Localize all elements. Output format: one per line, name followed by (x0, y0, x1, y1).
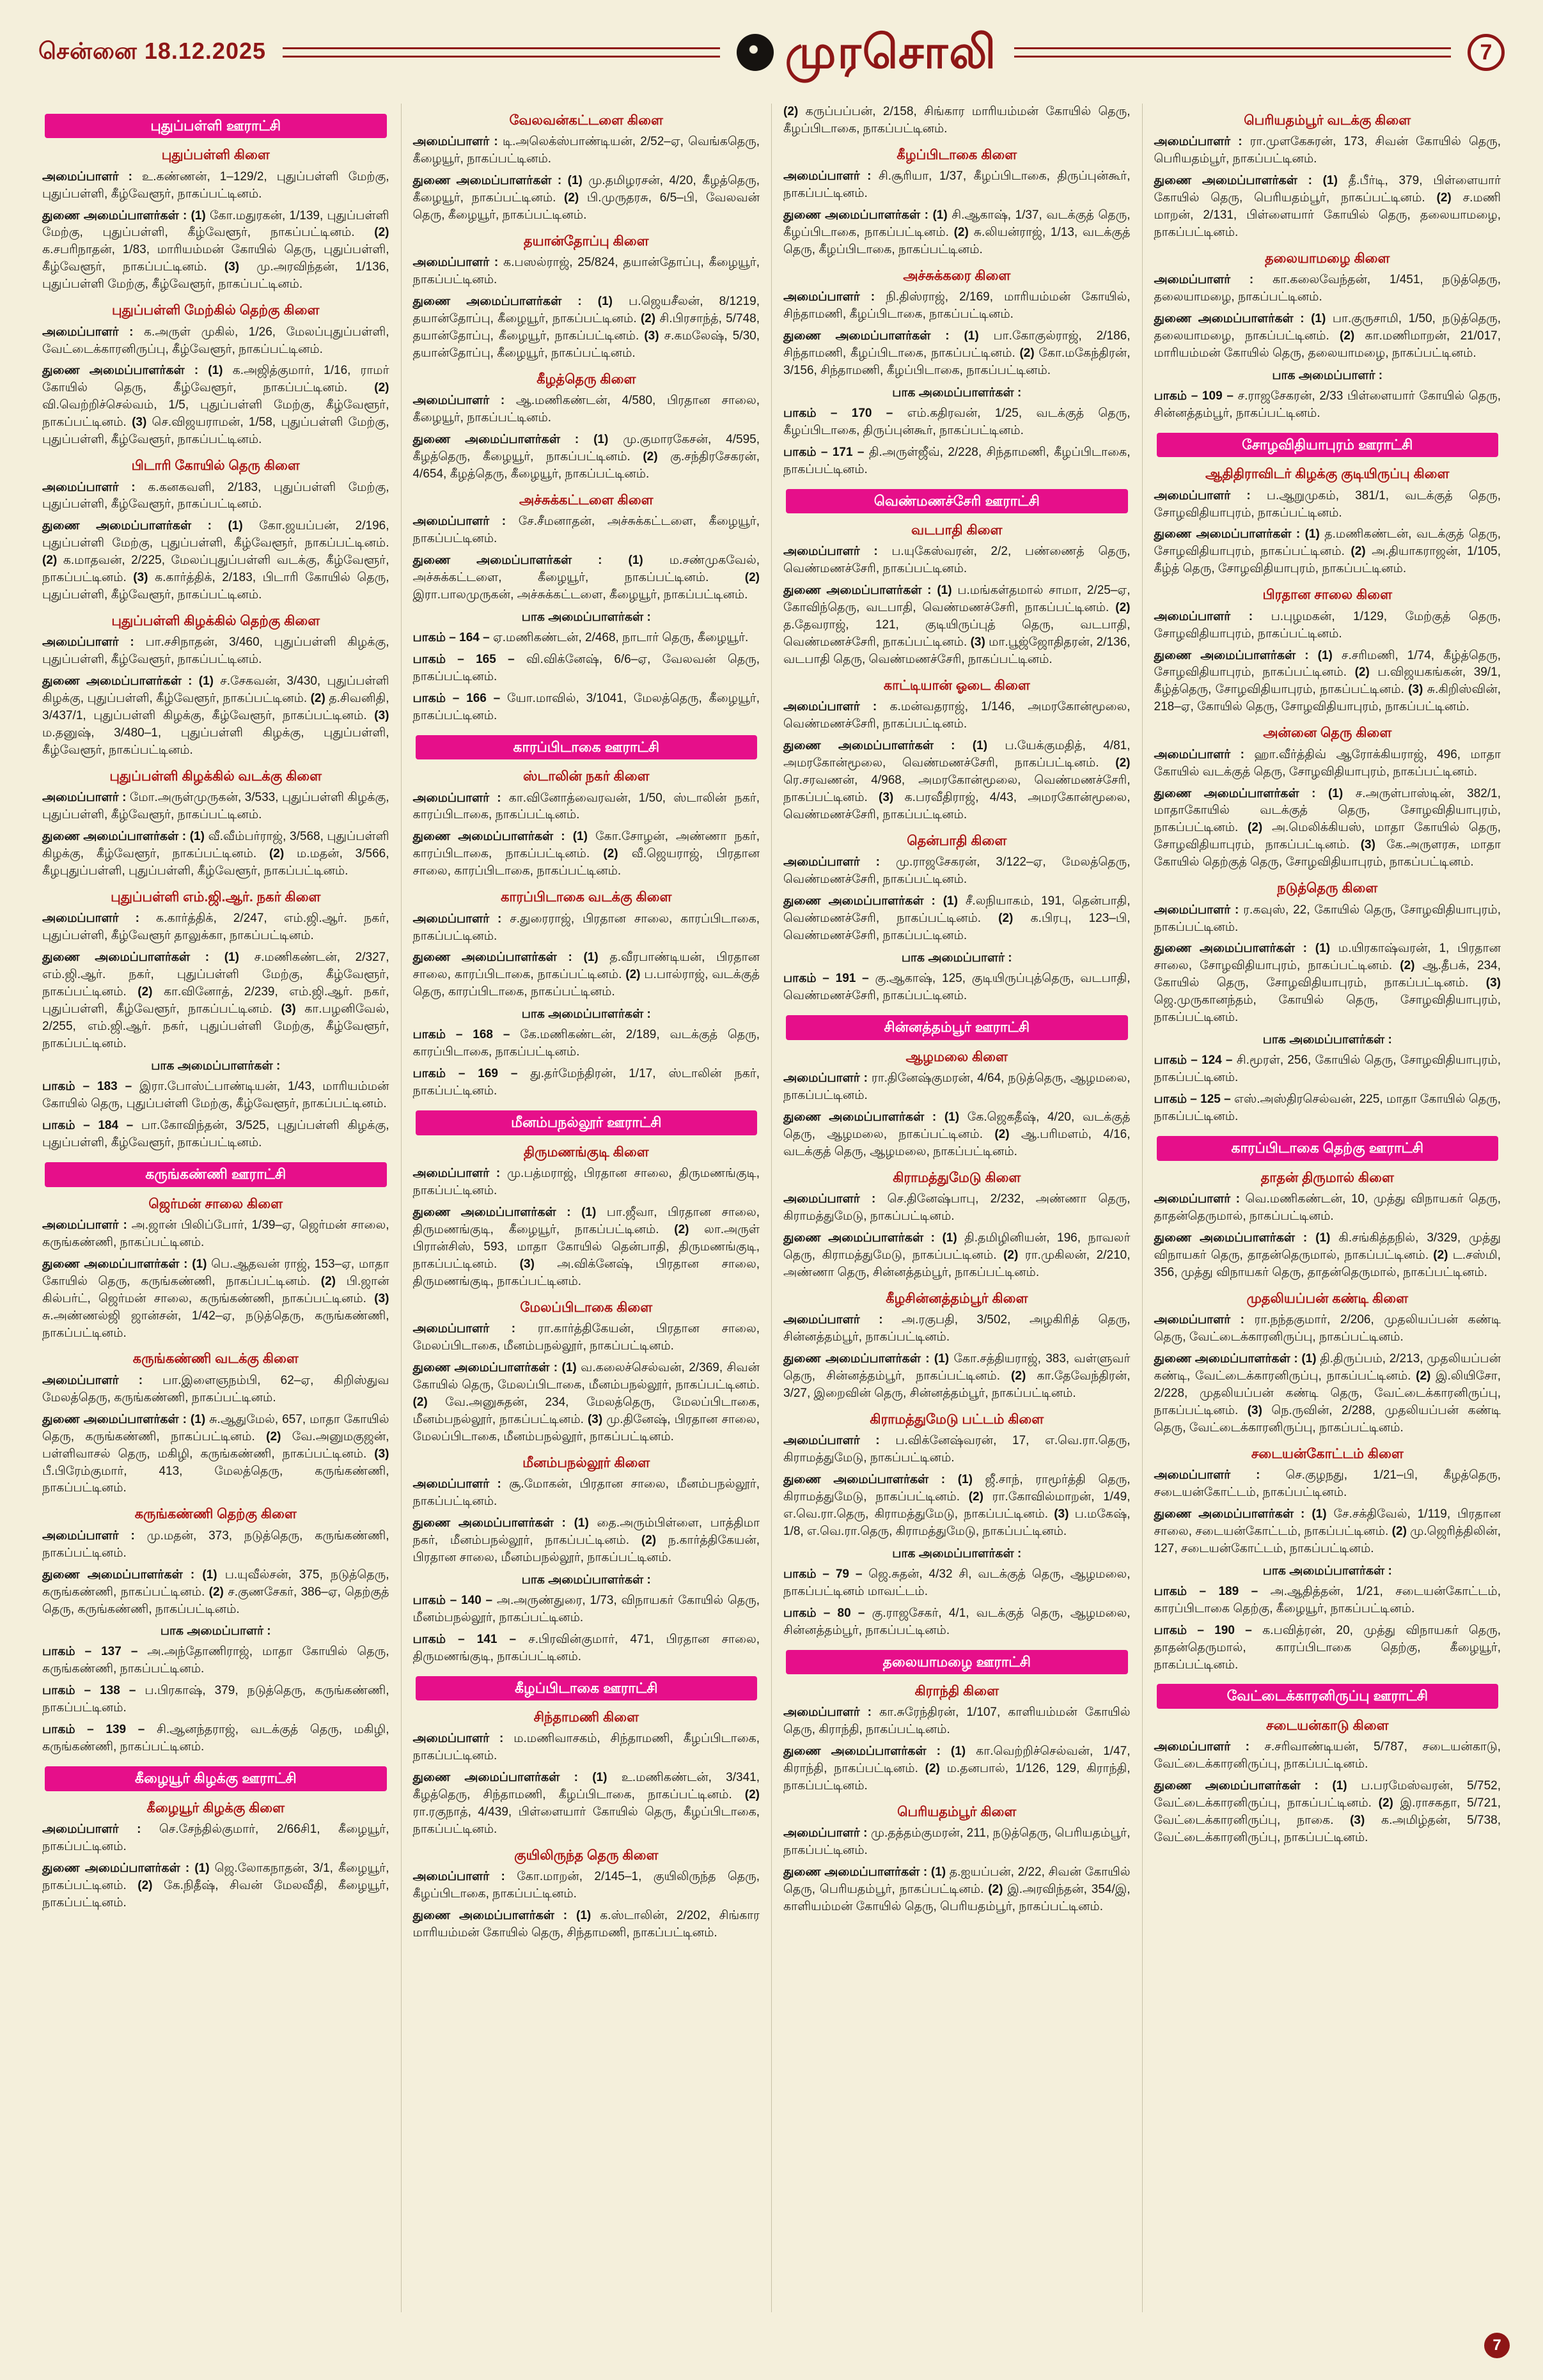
body-paragraph: துணை அமைப்பாளர்கள் : (1) தீ.பீர்டி, 379, பிள்ளையார் கோயில் தெரு, பெரியதம்பூர், நாகப்பட்டினம். (2) ச.மணி மாறன், 2/131, பிள்ளையார் கோயில் தெரு, தலையாமழை, நாகப்பட்டினம். (1154, 174, 1501, 240)
branch-header: பெரியதம்பூர் வடக்கு கிளை (1244, 113, 1411, 128)
branch-header: திருமணங்குடி கிளை (523, 1144, 649, 1160)
page-number-badge: 7 (1468, 34, 1505, 71)
body-paragraph: துணை அமைப்பாளர்கள் : (1) ஜீ.சாந், ராமூர்த்தி தெரு, கிராமத்துமேடு, நாகப்பட்டினம். (2) ரா.கோவில்மாறன், 1/49, எ.வெ.ரா.தெரு, கிராமத்துமேடு, நாகப்பட்டினம். (3) ப.மகேஷ், 1/8, எ.வெ.ரா.தெரு, கிராமத்துமேடு, நாகப்பட்டினம். (783, 1472, 1131, 1538)
body-paragraph: அமைப்பாளர் : சி.சூரியா, 1/37, கீழப்பிடாகை, திருப்புன்கூர், நாகப்பட்டினம். (783, 169, 1131, 201)
body-paragraph: துணை அமைப்பாளர்கள் : (1) பா.ஜீவா, பிரதான சாலை, திருமணங்குடி, கீழையூர், நாகப்பட்டினம். (2) லா.அருள் பிரான்சிஸ், 593, மாதா கோயில் தென்பாதி, திருமணங்குடி, நாகப்பட்டினம். (3) அ.விக்னேஷ், பிரதான சாலை, திருமணங்குடி, நாகப்பட்டினம். (412, 1205, 760, 1288)
branch-header: ஆதிதிராவிடர் கிழக்கு குடியிருப்பு கிளை (1205, 467, 1450, 482)
panchayat-section-header: வேட்டைக்காரனிருப்பு ஊராட்சி (1157, 1684, 1499, 1708)
body-paragraph: பாகம் – 189 – அ.ஆதித்தன், 1/21, சடையன்கோட்டம், காரப்பிடாகை தெற்கு, கீழையூர், நாகப்பட்டினம். (1154, 1584, 1501, 1615)
branch-header: வடபாதி கிளை (911, 523, 1003, 538)
body-paragraph: பாகம் – 170 – எம்.கதிரவன், 1/25, வடக்குத் தெரு, கீழப்பிடாகை, திருப்புன்கூர், நாகப்பட்டினம். (783, 407, 1131, 437)
body-paragraph: துணை அமைப்பாளர்கள் : (1) கோ.ஜயப்பன், 2/196, புதுப்பள்ளி மேற்கு, புதுப்பள்ளி, கீழ்வேளூர், நாகப்பட்டினம். (2) க.மாதவன், 2/225, மேலப்புதுப்பள்ளி வடக்கு, கீழ்வேளூர், நாகப்பட்டினம். (3) க.கார்த்திக், 2/183, பிடாரி கோயில் தெரு, புதுப்பள்ளி, கீழ்வேளூர், நாகப்பட்டினம். (42, 519, 389, 602)
body-paragraph: துணை அமைப்பாளர்கள் : (1) ச.சேகவன், 3/430, புதுப்பள்ளி கிழக்கு, புதுப்பள்ளி, கீழ்வேளூர், நாகப்பட்டினம். (2) த.சிவனிதி, 3/437/1, புதுப்பள்ளி கிழக்கு, கீழ்வேளூர், நாகப்பட்டினம். (3) ம.தனுஷ், 3/480–1, புதுப்பள்ளி கிழக்கு, புதுப்பள்ளி, கீழ்வேளூர், நாகப்பட்டினம். (42, 674, 389, 758)
branch-header: அச்சுக்கட்டளை கிளை (519, 493, 654, 508)
body-paragraph: துணை அமைப்பாளர்கள் : (1) த.வீரபாண்டியன், பிரதான சாலை, காரப்பிடாகை, நாகப்பட்டினம். (2) ப.பால்ராஜ், வடக்குத் தெரு, காரப்பிடாகை, நாகப்பட்டினம். (412, 951, 760, 999)
branch-header: முதலியப்பன் கண்டி கிளை (1246, 1291, 1409, 1306)
body-paragraph: துணை அமைப்பாளர்கள் : (1) ப.யேக்குமதித், 4/81, அமரகோன்மூலை, வெண்மணச்சேரி, நாகப்பட்டினம். (2) ரெ.சரவணன், 4/968, அமரகோன்மூலை, வெண்மணச்சேரி, நாகப்பட்டினம். (3) க.பரவீதிராஜ், 4/43, அமரகோன்மூலை, வெண்மணச்சேரி, நாகப்பட்டினம். (783, 739, 1131, 822)
body-paragraph: அமைப்பாளர் : க.மன்வதராஜ், 1/146, அமரகோன்மூலை, வெண்மணச்சேரி, நாகப்பட்டினம். (783, 700, 1131, 731)
body-paragraph: அமைப்பாளர் : க.கனகவளி, 2/183, புதுப்பள்ளி மேற்கு, புதுப்பள்ளி, கீழ்வேளூர், நாகப்பட்டினம். (42, 480, 389, 511)
branch-header: தலையாமழை கிளை (1265, 251, 1390, 266)
branch-header: காட்டியான் ஓடை கிளை (883, 678, 1030, 694)
branch-header: அன்னை தெரு கிளை (1263, 726, 1392, 741)
body-paragraph: அமைப்பாளர் : வெ.மணிகண்டன், 10, முத்து விநாயகர் தெரு, தாதன்தெருமால், நாகப்பட்டினம். (1154, 1192, 1501, 1223)
column-3 (771, 104, 1142, 2312)
body-paragraph: அமைப்பாளர் : ர.கவுஸ், 22, கோயில் தெரு, சோழவிதியாபுரம், நாகப்பட்டினம். (1154, 903, 1501, 934)
panchayat-section-header: தலையாமழை ஊராட்சி (786, 1650, 1128, 1674)
body-paragraph: துணை அமைப்பாளர்கள் : (1) ச.மணிகண்டன், 2/327, எம்.ஜி.ஆர். நகர், புதுப்பள்ளி மேற்கு, கீழ்வேளூர், நாகப்பட்டினம். (2) கா.வினோத், 2/239, எம்.ஜி.ஆர். நகர், புதுப்பள்ளி, கீழ்வேளூர், நாகப்பட்டினம். (3) கா.பழனிவேல், 2/255, எம்.ஜி.ஆர். நகர், புதுப்பள்ளி மேற்கு, கீழ்வேளூர், நாகப்பட்டினம். (42, 951, 389, 1051)
body-paragraph: அமைப்பாளர் : ச.சரிவாண்டியன், 5/787, சடையன்காடு, வேட்டைக்காரனிருப்பு, நாகப்பட்டினம். (1154, 1740, 1501, 1771)
branch-header: பெரியதம்பூர் கிளை (897, 1804, 1017, 1819)
body-paragraph: துணை அமைப்பாளர்கள் : (1) பா.கோகுல்ராஜ், 2/186, சிந்தாமணி, கீழப்பிடாகை, நாகப்பட்டினம். (2) கோ.மகேந்திரன், 3/156, சிந்தாமணி, கீழப்பிடாகை, நாகப்பட்டினம். (783, 329, 1131, 378)
body-paragraph: பாகம் – 124 – சி.மூரள், 256, கோயில் தெரு, சோழவிதியாபுரம், நாகப்பட்டினம். (1154, 1054, 1501, 1085)
branch-header: தயான்தோப்பு கிளை (523, 234, 649, 249)
body-paragraph: அமைப்பாளர் : ஹா.வீர்த்திவ் ஆரோக்கியராஜ், 496, மாதா கோயில் வடக்குத் தெரு, சோழவிதியாபுரம், நாகப்பட்டினம். (1154, 747, 1501, 779)
branch-header: மீனம்பநல்லூர் கிளை (522, 1455, 650, 1470)
body-paragraph: துணை அமைப்பாளர்கள் : (1) கோ.சோழன், அண்ணா நகர், காரப்பிடாகை, நாகப்பட்டினம். (2) வீ.ஜெயராஜ், பிரதான சாலை, காரப்பிடாகை, நாகப்பட்டினம். (412, 830, 760, 878)
branch-header: தாதன் திருமால் கிளை (1260, 1170, 1394, 1185)
body-paragraph: துணை அமைப்பாளர்கள் : (1) சு.ஆதுமேல், 657, மாதா கோயில் தெரு, கருங்கண்ணி, நாகப்பட்டினம். (2) வே.அனுமகுஜன், பள்ளிவாசல் தெரு, மகிழி, கருங்கண்ணி, நாகப்பட்டினம். (3) பீ.பிரேம்குமார், 413, மேலத்தெரு, கருங்கண்ணி, நாகப்பட்டினம். (42, 1412, 389, 1495)
body-paragraph: பாகம் – 139 – சி.ஆனந்தராஜ், வடக்குத் தெரு, மகிழி, கருங்கண்ணி, நாகப்பட்டினம். (42, 1723, 389, 1754)
column-4 (1142, 104, 1513, 2312)
body-paragraph: துணை அமைப்பாளர்கள் : (1) கி.சங்கித்தநில், 3/329, முத்து விநாயகர் தெரு, தாதன்தெருமால், நாகப்பட்டினம். (2) ட.சஸ்மி, 356, முத்து விநாயகர் தெரு, தாதன்தெருமால், நாகப்பட்டினம். (1154, 1231, 1501, 1279)
header-rule-left (283, 47, 719, 58)
body-paragraph: அமைப்பாளர் : சே.சீமனாதன், அச்சுக்கட்டளை, கீழையூர், நாகப்பட்டினம். (412, 515, 760, 546)
booth-organizers-label: பாக அமைப்பாளர்கள் : (151, 1059, 281, 1073)
branch-header: புதுப்பள்ளி எம்.ஜி.ஆர். நகர் கிளை (111, 890, 321, 905)
body-paragraph: துணை அமைப்பாளர்கள் : (1) பா.குருசாமி, 1/50, நடுத்தெரு, தலையாமழை, நாகப்பட்டினம். (2) கா.மணிமாறன், 21/017, மாரியம்மன் கோயில் தெரு, தலையாமழை, நாகப்பட்டினம். (1154, 312, 1501, 361)
body-paragraph: துணை அமைப்பாளர்கள் : (1) க.ஸ்டாலின், 2/202, சிங்கார மாரியம்மன் கோயில் தெரு, சிந்தாமணி, நாகப்பட்டினம். (412, 1909, 760, 1940)
columns (31, 104, 1512, 2312)
booth-organizers-label: பாக அமைப்பாளர் : (901, 951, 1012, 965)
footer-page-number-badge: 7 (1484, 2333, 1510, 2358)
branch-header: கீழப்பிடாகை கிளை (897, 147, 1017, 162)
body-paragraph: துணை அமைப்பாளர்கள் : (1) கோ.சத்தியராஜ், 383, வள்ளுவர் தெரு, சின்னத்தம்பூர், நாகப்பட்டினம். (2) கா.தேவேந்திரன், 3/27, இறைவின் தெரு, சின்னத்தம்பூர், நாகப்பட்டினம். (783, 1351, 1131, 1400)
body-paragraph: துணை அமைப்பாளர்கள் : (1) கோ.மதுரகன், 1/139, புதுப்பள்ளி மேற்கு, புதுப்பள்ளி, கீழ்வேளூர், நாகப்பட்டினம். (2) க.சபரிநாதன், 1/83, மாரியம்மன் கோயில் தெரு, புதுப்பள்ளி, கீழ்வேளூர், நாகப்பட்டினம். (3) மு.அரவிந்தன், 1/136, புதுப்பள்ளி மேற்கு, கீழ்வேளூர், நாகப்பட்டினம். (42, 208, 389, 292)
branch-header: கருங்கண்ணி வடக்கு கிளை (132, 1351, 299, 1367)
panchayat-section-header: கருங்கண்ணி ஊராட்சி (45, 1162, 387, 1186)
body-paragraph: அமைப்பாளர் : நி.திஸ்ராஜ், 2/169, மாரியம்மன் கோயில், சிந்தாமணி, கீழப்பிடாகை, நாகப்பட்டினம். (783, 290, 1131, 322)
branch-header: புதுப்பள்ளி மேற்கில் தெற்கு கிளை (112, 303, 320, 318)
body-paragraph: துணை அமைப்பாளர்கள் : (1) ம.யிரகாஷ்வரன், 1, பிரதான சாலை, சோழவிதியாபுரம், நாகப்பட்டினம். (2) ஆ.தீபக், 234, கோயில் தெரு, சோழவிதியாபுரம், நாகப்பட்டினம். (3) ஜெ.முருகானந்தம், கோயில் தெரு, சோழவிதியாபுரம், நாகப்பட்டினம். (1154, 942, 1501, 1025)
branch-header: கீழத்தெரு கிளை (537, 372, 636, 387)
body-paragraph: துணை அமைப்பாளர்கள் : (1) ப.யுவீல்சன், 375, நடுத்தெரு, கருங்கண்ணி, நாகப்பட்டினம். (2) ச.குணசேகர், 386–ஏ, தெற்குத் தெரு, கருங்கண்ணி, நாகப்பட்டினம். (42, 1567, 389, 1616)
body-paragraph: துணை அமைப்பாளர்கள் : (1) த.மணிகண்டன், வடக்குத் தெரு, சோழவிதியாபுரம், நாகப்பட்டினம். (2) அ.தியாகராஜன், 1/105, கீழ்த் தெரு, சோழவிதியாபுரம், நாகப்பட்டினம். (1154, 527, 1501, 576)
body-paragraph: அமைப்பாளர் : பா.சசிநாதன், 3/460, புதுப்பள்ளி கிழக்கு, புதுப்பள்ளி, கீழ்வேளூர், நாகப்பட்டினம். (42, 635, 389, 667)
body-paragraph: துணை அமைப்பாளர்கள் : (1) ச.சரிமணி, 1/74, கீழ்த்தெரு, சோழவிதியாபுரம், நாகப்பட்டினம். (2) ப.விஜயகங்கன், 39/1, கீழ்த்தெரு, சோழவிதியாபுரம், நாகப்பட்டினம். (3) சு.கிறிஸ்வின், 218–ஏ, கோயில் தெரு, சோழவிதியாபுரம், நாகப்பட்டினம். (1154, 648, 1501, 714)
body-paragraph: துணை அமைப்பாளர்கள் : (1) மு.குமாரகேசன், 4/595, கீழத்தெரு, கீழையூர், நாகப்பட்டினம். (2) கு.சந்திரசேகரன், 4/654, கீழத்தெரு, கீழையூர், நாகப்பட்டினம். (412, 433, 760, 481)
branch-header: கிராந்தி கிளை (914, 1683, 999, 1699)
booth-organizers-label: பாக அமைப்பாளர்கள் : (521, 611, 651, 625)
body-paragraph: துணை அமைப்பாளர்கள் : (1) தி.திருப்பம், 2/213, முதலியப்பன் கண்டி, வேட்டைக்காரனிருப்பு, நாகப்பட்டினம். (2) இ.லியிசோ, 2/228, முதலியப்பன் கண்டி தெரு, வேட்டைக்காரனிருப்பு, நாகப்பட்டினம். (3) நெ.ருவின், 2/288, முதலியப்பன் கண்டி தெரு, வேட்டைக்காரனிருப்பு, நாகப்பட்டினம். (1154, 1351, 1501, 1435)
body-paragraph: துணை அமைப்பாளர்கள் : (1) ஜெ.லோகநாதன், 3/1, கீழையூர், நாகப்பட்டினம். (2) கே.நிதீஷ், சிவன் மேலவீதி, கீழையூர், நாகப்பட்டினம். (42, 1861, 389, 1909)
panchayat-section-header: கீழையூர் கிழக்கு ஊராட்சி (45, 1766, 387, 1791)
body-paragraph: பாகம் – 79 – ஜெ.சுதன், 4/32 சி, வடக்குத் தெரு, ஆழமலை, நாகப்பட்டினம் மாவட்டம். (783, 1567, 1131, 1598)
body-paragraph: பாகம் – 125 – எஸ்.அஸ்திரசெல்வன், 225, மாதா கோயில் தெரு, நாகப்பட்டினம். (1154, 1093, 1501, 1124)
masthead-title: முரசொலி (785, 27, 998, 78)
booth-organizers-label: பாக அமைப்பாளர் : (160, 1624, 271, 1638)
body-paragraph: பாகம் – 184 – பா.கோவிந்தன், 3/525, புதுப்பள்ளி கிழக்கு, புதுப்பள்ளி, கீழ்வேளூர், நாகப்பட்டினம். (42, 1119, 389, 1150)
masthead-logo-icon (737, 34, 774, 71)
body-paragraph: அமைப்பாளர் : ப.புழமகன், 1/129, மேற்குத் தெரு, சோழவிதியாபுரம், நாகப்பட்டினம். (1154, 609, 1501, 641)
body-paragraph: பாகம் – 109 – ச.ராஜசேகரன், 2/33 பிள்ளையார் கோயில் தெரு, சின்னத்தம்பூர், நாகப்பட்டினம். (1154, 389, 1501, 420)
body-paragraph: அமைப்பாளர் : மோ.அருள்முருகன், 3/533, புதுப்பள்ளி கிழக்கு, புதுப்பள்ளி, கீழ்வேளூர், நாகப்பட்டினம். (42, 791, 389, 822)
body-paragraph: அமைப்பாளர் : மு.பத்மராஜ், பிரதான சாலை, திருமணங்குடி, நாகப்பட்டினம். (412, 1166, 760, 1197)
branch-header: புதுப்பள்ளி கிழக்கில் தெற்கு கிளை (111, 614, 320, 629)
body-paragraph: அமைப்பாளர் : கா.கலைவேந்தன், 1/451, நடுத்தெரு, தலையாமழை, நாகப்பட்டினம். (1154, 273, 1501, 304)
branch-header: சடையன்கோட்டம் கிளை (1251, 1446, 1404, 1461)
body-paragraph: அமைப்பாளர் : மு.தத்தம்குமரன், 211, நடுத்தெரு, பெரியதம்பூர், நாகப்பட்டினம். (783, 1826, 1131, 1858)
branch-header: நடுத்தெரு கிளை (1277, 881, 1378, 896)
body-paragraph: அமைப்பாளர் : டி.அலெக்ஸ்பாண்டியன், 2/52–ஏ, வெங்கதெரு, கீழையூர், நாகப்பட்டினம். (412, 135, 760, 166)
body-paragraph: துணை அமைப்பாளர்கள் : (1) க.அஜித்குமார், 1/16, ராமர் கோயில் தெரு, கீழ்வேளூர், நாகப்பட்டினம். (2) வி.வெற்றிச்செல்வம், 1/5, புதுப்பள்ளி மேற்கு, கீழ்வேளூர், நாகப்பட்டினம். (3) செ.விஜயராமன், 1/58, புதுப்பள்ளி மேற்கு, புதுப்பள்ளி, கீழ்வேளூர், நாகப்பட்டினம். (42, 364, 389, 447)
body-paragraph: துணை அமைப்பாளர்கள் : (1) மு.தமிழரசன், 4/20, கீழத்தெரு, கீழையூர், நாகப்பட்டினம். (2) பி.முருதரசு, 6/5–பி, வேலவன் தெரு, கீழையூர், நாகப்பட்டினம். (412, 174, 760, 222)
booth-organizers-label: பாக அமைப்பாளர் : (1272, 369, 1383, 383)
body-paragraph: துணை அமைப்பாளர்கள் : (1) வீ.வீம்பர்ராஜ், 3/568, புதுப்பள்ளி கிழக்கு, கீழ்வேளூர், நாகப்பட்டினம். (2) ம.மதன், 3/566, கீழபுதுப்பள்ளி, புதுப்பள்ளி, கீழ்வேளூர், நாகப்பட்டினம். (42, 830, 389, 878)
body-paragraph: துணை அமைப்பாளர்கள் : (1) பெ.ஆதவன் ராஜ், 153–ஏ, மாதா கோயில் தெரு, கருங்கண்ணி, நாகப்பட்டினம். (2) பி.ஜான் கில்பர்ட், ஜெர்மன் சாலை, கருங்கண்ணி, நாகப்பட்டினம். (3) சு.அண்ணல்ஜி ஜான்சன், 1/42–ஏ, நடுத்தெரு, கருங்கண்ணி, நாகப்பட்டினம். (42, 1257, 389, 1340)
panchayat-section-header: புதுப்பள்ளி ஊராட்சி (45, 114, 387, 138)
branch-header: கீழசின்னத்தம்பூர் கிளை (886, 1291, 1028, 1306)
booth-organizers-label: பாக அமைப்பாளர்கள் : (521, 1007, 651, 1022)
branch-header: புதுப்பள்ளி கிழக்கில் வடக்கு கிளை (109, 769, 322, 784)
body-paragraph: அமைப்பாளர் : மு.ராஜசேகரன், 3/122–ஏ, மேலத்தெரு, வெண்மணச்சேரி, நாகப்பட்டினம். (783, 855, 1131, 887)
panchayat-section-header: மீனம்பநல்லூர் ஊராட்சி (416, 1110, 758, 1135)
branch-header: மேலப்பிடாகை கிளை (520, 1300, 653, 1315)
body-paragraph: பாகம் – 165 – வி.விக்னேஷ், 6/6–ஏ, வேலவன் தெரு, நாகப்பட்டினம். (412, 653, 760, 684)
body-paragraph: துணை அமைப்பாளர்கள் : (1) சே.சக்திவேல், 1/119, பிரதான சாலை, சடையன்கோட்டம், நாகப்பட்டினம். (2) மு.ஜெரித்திலின், 127, சடையன்கோட்டம், நாகப்பட்டினம். (1154, 1507, 1501, 1555)
body-paragraph: அமைப்பாளர் : ஆ.மணிகண்டன், 4/580, பிரதான சாலை, கீழையூர், நாகப்பட்டினம். (412, 394, 760, 425)
body-paragraph: அமைப்பாளர் : கோ.மாறன், 2/145–1, குயிலிருந்த தெரு, கீழப்பிடாகை, நாகப்பட்டினம். (412, 1870, 760, 1901)
body-paragraph: துணை அமைப்பாளர்கள் : (1) ப.பரமேஸ்வரன், 5/752, வேட்டைக்காரனிருப்பு, நாகப்பட்டினம். (2) இ.ராசகதா, 5/721, வேட்டைக்காரனிருப்பு, நாகை. (3) க.அமிழ்தன், 5/738, வேட்டைக்காரனிருப்பு, நாகப்பட்டினம். (1154, 1778, 1501, 1844)
branch-header: புதுப்பள்ளி கிளை (161, 148, 270, 163)
body-paragraph: துணை அமைப்பாளர்கள் : (1) சி.ஆகாஷ், 1/37, வடக்குத் தெரு, கீழப்பிடாகை, நாகப்பட்டினம். (2) சு.லியன்ராஜ், 1/13, வடக்குத் தெரு, கீழப்பிடாகை, நாகப்பட்டினம். (783, 208, 1131, 256)
booth-organizers-label: பாக அமைப்பாளர்கள் : (521, 1573, 651, 1587)
body-paragraph: அமைப்பாளர் : பா.இளைஞநம்பி, 62–ஏ, கிறிஸ்துவ மேலத்தெரு, கருங்கண்ணி, நாகப்பட்டினம். (42, 1373, 389, 1404)
body-paragraph: துணை அமைப்பாளர்கள் : (1) ப.மங்கள்தமால் சாமா, 2/25–ஏ, கோவிந்தெரு, வடபாதி, வெண்மணச்சேரி, நாகப்பட்டினம். (2) த.தேவராஜ், 121, குடியிருப்புத் தெரு, வடபாதி, வெண்மணச்சேரி, நாகப்பட்டினம். (3) மா.பூஜ்ஜோதிதரன், 2/136, வடபாதி தெரு, வெண்மணச்சேரி, நாகப்பட்டினம். (783, 584, 1131, 667)
header-rule-right (1014, 47, 1451, 58)
body-paragraph: அமைப்பாளர் : உ.கண்ணன், 1–129/2, புதுப்பள்ளி மேற்கு, புதுப்பள்ளி, கீழ்வேளூர், நாகப்பட்டினம். (42, 169, 389, 201)
booth-organizers-label: பாக அமைப்பாளர்கள் : (1262, 1564, 1392, 1578)
panchayat-section-header: வெண்மணச்சேரி ஊராட்சி (786, 489, 1128, 513)
body-paragraph: பாகம் – 137 – அ.அந்தோணிராஜ், மாதா கோயில் தெரு, கருங்கண்ணி, நாகப்பட்டினம். (42, 1645, 389, 1676)
body-paragraph: துணை அமைப்பாளர்கள் : (1) கே.ஜெகதீஷ், 4/20, வடக்குத் தெரு, ஆழமலை, நாகப்பட்டினம். (2) ஆ.பரிமளம், 4/16, வடக்குத் தெரு, ஆழமலை, நாகப்பட்டினம். (783, 1110, 1131, 1158)
body-paragraph: அமைப்பாளர் : ம.மணிவாசகம், சிந்தாமணி, கீழப்பிடாகை, நாகப்பட்டினம். (412, 1732, 760, 1763)
body-paragraph: பாகம் – 166 – யோ.மாவில், 3/1041, மேலத்தெரு, கீழையூர், நாகப்பட்டினம். (412, 692, 760, 722)
body-paragraph: துணை அமைப்பாளர்கள் : (1) சீ.லநியாகம், 191, தென்பாதி, வெண்மணச்சேரி, நாகப்பட்டினம். (2) க.பிரபு, 123–பி, வெண்மணச்சேரி, நாகப்பட்டினம். (783, 894, 1131, 943)
body-paragraph: அமைப்பாளர் : மு.மதன், 373, நடுத்தெரு, கருங்கண்ணி, நாகப்பட்டினம். (42, 1528, 389, 1560)
body-paragraph: பாகம் – 191 – கு.ஆகாஷ், 125, குடியிருப்புத்தெரு, வடபாதி, வெண்மணச்சேரி, நாகப்பட்டினம். (783, 972, 1131, 1003)
panchayat-section-header: காரப்பிடாகை தெற்கு ஊராட்சி (1157, 1136, 1499, 1160)
column-1 (31, 104, 401, 2312)
branch-header: அச்சுக்கரை கிளை (903, 268, 1011, 283)
body-paragraph: பாகம் – 138 – ப.பிரகாஷ், 379, நடுத்தெரு, கருங்கண்ணி, நாகப்பட்டினம். (42, 1684, 389, 1715)
branch-header: கருங்கண்ணி தெற்கு கிளை (134, 1507, 297, 1522)
body-paragraph: அமைப்பாளர் : க.அருள் முகில், 1/26, மேலப்புதுப்பள்ளி, வேட்டைக்காரனிருப்பு, கீழ்வேளூர், நாகப்பட்டினம். (42, 325, 389, 356)
branch-header: சிந்தாமணி கிளை (533, 1709, 639, 1725)
body-paragraph: அமைப்பாளர் : செ.சேந்தில்குமார், 2/66சி1, கீழையூர், நாகப்பட்டினம். (42, 1822, 389, 1853)
body-paragraph: துணை அமைப்பாளர்கள் : (1) ப.ஜெயசீலன், 8/1219, தயான்தோப்பு, கீழையூர், நாகப்பட்டினம். (2) சி.பிரசாந்த், 5/748, தயான்தோப்பு, கீழையூர், நாகப்பட்டினம். (3) ச.கமலேஷ், 5/30, தயான்தோப்பு, கீழையூர், நாகப்பட்டினம். (412, 295, 760, 361)
branch-header: சடையன்காடு கிளை (1265, 1718, 1389, 1733)
body-paragraph: அமைப்பாளர் : சூ.மோகன், பிரதான சாலை, மீனம்பநல்லூர், நாகப்பட்டினம். (412, 1477, 760, 1508)
body-paragraph: பாகம் – 183 – இரா.போஸ்ட்பாண்டியன், 1/43, மாரியம்மன் கோயில் தெரு, புதுப்பள்ளி மேற்கு, கீழ்வேளூர், நாகப்பட்டினம். (42, 1080, 389, 1111)
body-paragraph: அமைப்பாளர் : ப.யுகேஸ்வரன், 2/2, பண்ணைத் தெரு, வெண்மணச்சேரி, நாகப்பட்டினம். (783, 545, 1131, 576)
body-paragraph: துணை அமைப்பாளர்கள் : (1) கா.வெற்றிச்செல்வன், 1/47, கிராந்தி, நாகப்பட்டினம். (2) ம.தனபால், 1/126, 129, கிராந்தி, நாகப்பட்டினம். (783, 1745, 1131, 1793)
branch-header: குயிலிருந்த தெரு கிளை (514, 1847, 659, 1863)
panchayat-section-header: கீழப்பிடாகை ஊராட்சி (416, 1676, 758, 1700)
booth-organizers-label: பாக அமைப்பாளர்கள் : (892, 1546, 1022, 1560)
panchayat-section-header: சின்னத்தம்பூர் ஊராட்சி (786, 1015, 1128, 1039)
branch-header: கீழையூர் கிழக்கு கிளை (146, 1800, 285, 1816)
body-paragraph: பாகம் – 168 – கே.மணிகண்டன், 2/189, வடக்குத் தெரு, காரப்பிடாகை, நாகப்பட்டினம். (412, 1028, 760, 1059)
body-paragraph: பாகம் – 80 – கு.ராஜசேகர், 4/1, வடக்குத் தெரு, ஆழமலை, சின்னத்தம்பூர், நாகப்பட்டினம். (783, 1606, 1131, 1637)
branch-header: கிராமத்துமேடு பட்டம் கிளை (870, 1412, 1044, 1427)
page-header (0, 0, 1543, 87)
body-paragraph: துணை அமைப்பாளர்கள் : (1) உ.மணிகண்டன், 3/341, கீழத்தெரு, சிந்தாமணி, கீழப்பிடாகை, நாகப்பட்டினம். (2) ரா.ரகுநாத், 4/439, பிள்ளையார் கோயில் தெரு, கீழப்பிடாகை, நாகப்பட்டினம். (412, 1771, 760, 1836)
branch-header: தென்பாதி கிளை (907, 834, 1007, 849)
branch-header: பிடாரி கோயில் தெரு கிளை (131, 458, 300, 474)
body-paragraph: துணை அமைப்பாளர்கள் : (1) வ.கலைச்செல்வன், 2/369, சிவன் கோயில் தெரு, மேலப்பிடாகை, மீனம்பநல்லூர், நாகப்பட்டினம். (2) வே.அனுசுதன், 234, மேலத்தெரு, மேலப்பிடாகை, மீனம்பநல்லூர், நாகப்பட்டினம். (3) மு.தினேஷ், பிரதான சாலை, மேலப்பிடாகை, மீனம்பநல்லூர், நாகப்பட்டினம். (412, 1360, 760, 1443)
body-paragraph: அமைப்பாளர் : ரா.கார்த்திகேயன், பிரதான சாலை, மேலப்பிடாகை, மீனம்பநல்லூர், நாகப்பட்டினம். (412, 1321, 760, 1353)
body-paragraph: துணை அமைப்பாளர்கள் : (1) த.ஐயப்பன், 2/22, சிவன் கோயில் தெரு, பெரியதம்பூர், நாகப்பட்டினம். (2) இ.அரவிந்தன், 354/இ, காளியம்மன் கோயில் தெரு, பெரியதம்பூர், நாகப்பட்டினம். (783, 1865, 1131, 1914)
panchayat-section-header: சோழவிதியாபுரம் ஊராட்சி (1157, 433, 1499, 457)
body-paragraph: அமைப்பாளர் : செ.குழநது, 1/21–பி, கீழத்தெரு, சடையன்கோட்டம், நாகப்பட்டினம். (1154, 1468, 1501, 1499)
branch-header: ஸ்டாலின் நகர் கிளை (522, 769, 650, 784)
body-paragraph: (2) கருப்பப்பன், 2/158, சிங்கார மாரியம்மன் கோயில் தெரு, கீழப்பிடாகை, நாகப்பட்டினம். (783, 105, 1131, 136)
column-2 (401, 104, 772, 2312)
body-paragraph: அமைப்பாளர் : ரா.தினேஷ்குமரன், 4/64, நடுத்தெரு, ஆழமலை, நாகப்பட்டினம். (783, 1071, 1131, 1102)
city-date: சென்னை 18.12.2025 (38, 37, 267, 64)
body-paragraph: அமைப்பாளர் : ரா.நந்தகுமார், 2/206, முதலியப்பன் கண்டி தெரு, வேட்டைக்காரனிருப்பு, நாகப்பட்டினம். (1154, 1312, 1501, 1344)
body-paragraph: அமைப்பாளர் : கா.வினோத்வைரவன், 1/50, ஸ்டாலின் நகர், காரப்பிடாகை, நாகப்பட்டினம். (412, 791, 760, 822)
body-paragraph: அமைப்பாளர் : கா.சுரேந்திரன், 1/107, காளியம்மன் கோயில் தெரு, கிராந்தி, நாகப்பட்டினம். (783, 1706, 1131, 1737)
body-paragraph: அமைப்பாளர் : அ.ஜான் பிலிப்போர், 1/39–ஏ, ஜெர்மன் சாலை, கருங்கண்ணி, நாகப்பட்டினம். (42, 1218, 389, 1249)
body-paragraph: அமைப்பாளர் : ச.துரைராஜ், பிரதான சாலை, காரப்பிடாகை, நாகப்பட்டினம். (412, 912, 760, 943)
body-paragraph: துணை அமைப்பாளர்கள் : (1) தி.தமிழினியன், 196, நாவலர் தெரு, கிராமத்துமேடு, நாகப்பட்டினம். (2) ரா.முகிலன், 2/210, அண்ணா தெரு, சின்னத்தம்பூர், நாகப்பட்டினம். (783, 1231, 1131, 1279)
body-paragraph: அமைப்பாளர் : க.பஸல்ராஜ், 25/824, தயான்தோப்பு, கீழையூர், நாகப்பட்டினம். (412, 256, 760, 287)
body-paragraph: துணை அமைப்பாளர்கள் : (1) ச.அருள்பாஸ்டின், 382/1, மாதாகோயில் வடக்குத் தெரு, சோழவிதியாபுரம், நாகப்பட்டினம். (2) அ.மெலிக்கியஸ், மாதா கோயில் தெரு, சோழவிதியாபுரம், நாகப்பட்டினம். (3) கே.அருளரசு, மாதா கோயில் தெற்குத் தெரு, சோழவிதியாபுரம், நாகப்பட்டினம். (1154, 786, 1501, 869)
masthead (737, 27, 998, 78)
body-paragraph: துணை அமைப்பாளர்கள் : (1) ம.சண்முகவேல், அச்சுக்கட்டளை, கீழையூர், நாகப்பட்டினம். (2) இரா.பாலமுருகன், அச்சுக்கட்டளை, கீழையூர், நாகப்பட்டினம். (412, 554, 760, 602)
branch-header: பிரதான சாலை கிளை (1262, 587, 1393, 603)
panchayat-section-header: காரப்பிடாகை ஊராட்சி (416, 735, 758, 759)
branch-header: ஆழமலை கிளை (905, 1049, 1008, 1064)
body-paragraph: பாகம் – 190 – க.பவித்ரன், 20, முத்து விநாயகர் தெரு, தாதன்தெருமால், காரப்பிடாகை தெற்கு, கீழையூர், நாகப்பட்டினம். (1154, 1623, 1501, 1672)
body-paragraph: அமைப்பாளர் : அ.ரகுபதி, 3/502, அழகிரித் தெரு, சின்னத்தம்பூர், நாகப்பட்டினம். (783, 1312, 1131, 1344)
body-paragraph: பாகம் – 140 – அ.அருண்துரை, 1/73, விநாயகர் கோயில் தெரு, மீனம்பநல்லூர், நாகப்பட்டினம். (412, 1593, 760, 1624)
branch-header: வேலவன்கட்டளை கிளை (509, 113, 663, 128)
body-paragraph: பாகம் – 141 – ச.பிரவின்குமார், 471, பிரதான சாலை, திருமணங்குடி, நாகப்பட்டினம். (412, 1632, 760, 1663)
branch-header: ஜெர்மன் சாலை கிளை (148, 1196, 283, 1211)
body-paragraph: துணை அமைப்பாளர்கள் : (1) தை.அரும்பிள்ளை, பாத்திமா நகர், மீனம்பநல்லூர், நாகப்பட்டினம். (2) ந.கார்த்திகேயன், பிரதான சாலை, மீனம்பநல்லூர், நாகப்பட்டினம். (412, 1516, 760, 1564)
body-paragraph: பாகம் – 169 – து.தர்மேந்திரன், 1/17, ஸ்டாலின் நகர், நாகப்பட்டினம். (412, 1067, 760, 1098)
body-paragraph: அமைப்பாளர் : செ.தினேஷ்பாபு, 2/232, அண்ணா தெரு, கிராமத்துமேடு, நாகப்பட்டினம். (783, 1192, 1131, 1223)
body-paragraph: அமைப்பாளர் : ப.ஆறுமுகம், 381/1, வடக்குத் தெரு, சோழவிதியாபுரம், நாகப்பட்டினம். (1154, 488, 1501, 520)
branch-header: கிராமத்துமேடு கிளை (893, 1170, 1021, 1185)
body-paragraph: பாகம் – 164 – ஏ.மணிகண்டன், 2/468, நாடார் தெரு, கீழையூர். (412, 631, 749, 645)
body-paragraph: அமைப்பாளர் : ப.விக்னேஷ்வரன், 17, எ.வெ.ரா.தெரு, கிராமத்துமேடு, நாகப்பட்டினம். (783, 1433, 1131, 1465)
booth-organizers-label: பாக அமைப்பாளர்கள் : (892, 386, 1022, 400)
body-paragraph: அமைப்பாளர் : க.கார்த்திக், 2/247, எம்.ஜி.ஆர். நகர், புதுப்பள்ளி, கீழ்வேளூர் தாலுக்கா, நாகப்பட்டினம். (42, 912, 389, 943)
branch-header: காரப்பிடாகை வடக்கு கிளை (500, 890, 672, 905)
body-paragraph: பாகம் – 171 – தி.அருள்ஜீவ், 2/228, சிந்தாமணி, கீழப்பிடாகை, நாகப்பட்டினம். (783, 445, 1131, 476)
booth-organizers-label: பாக அமைப்பாளர்கள் : (1262, 1033, 1392, 1047)
body-paragraph: அமைப்பாளர் : ரா.முளகேசுரன், 173, சிவன் கோயில் தெரு, பெரியதம்பூர், நாகப்பட்டினம். (1154, 135, 1501, 166)
